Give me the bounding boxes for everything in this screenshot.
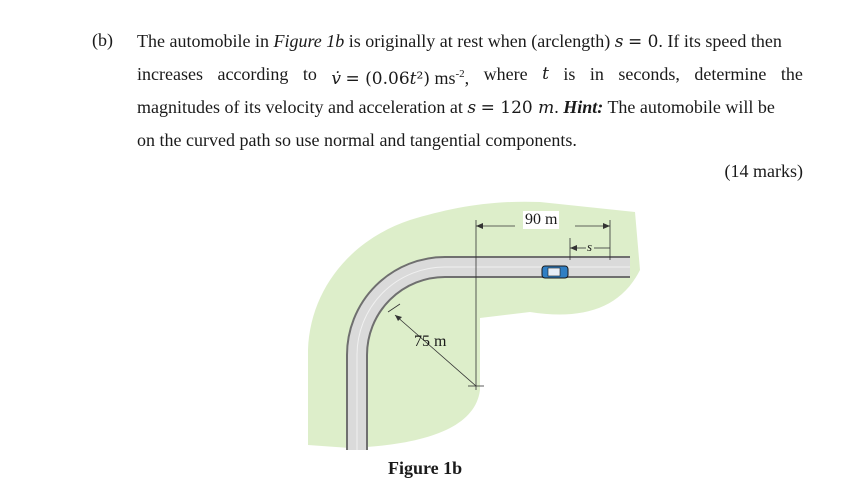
figure-caption: Figure 1b — [388, 458, 463, 478]
question-line-3: magnitudes of its velocity and acceleration at s = 120 m. Hint: The automobile will be — [137, 97, 775, 118]
dimension-s-label: s — [587, 239, 593, 254]
radius-75m-label: 75 m — [414, 333, 447, 350]
question-line-1: The automobile in Figure 1b is originally at rest when (arclength) s = 0. If its speed then — [137, 31, 782, 52]
car — [542, 266, 568, 278]
question-line-4: on the curved path so use normal and tangential components. — [137, 130, 577, 150]
question-line-2: increases according to v̇ = (0.06t²) $ms^{-2}$, where t is in seconds, determine the — [137, 64, 803, 89]
question-label: (b) — [92, 30, 113, 50]
figure-1b-diagram — [290, 200, 650, 450]
dimension-90m-label: 90 m — [525, 211, 558, 228]
marks-label: (14 marks) — [724, 161, 803, 181]
